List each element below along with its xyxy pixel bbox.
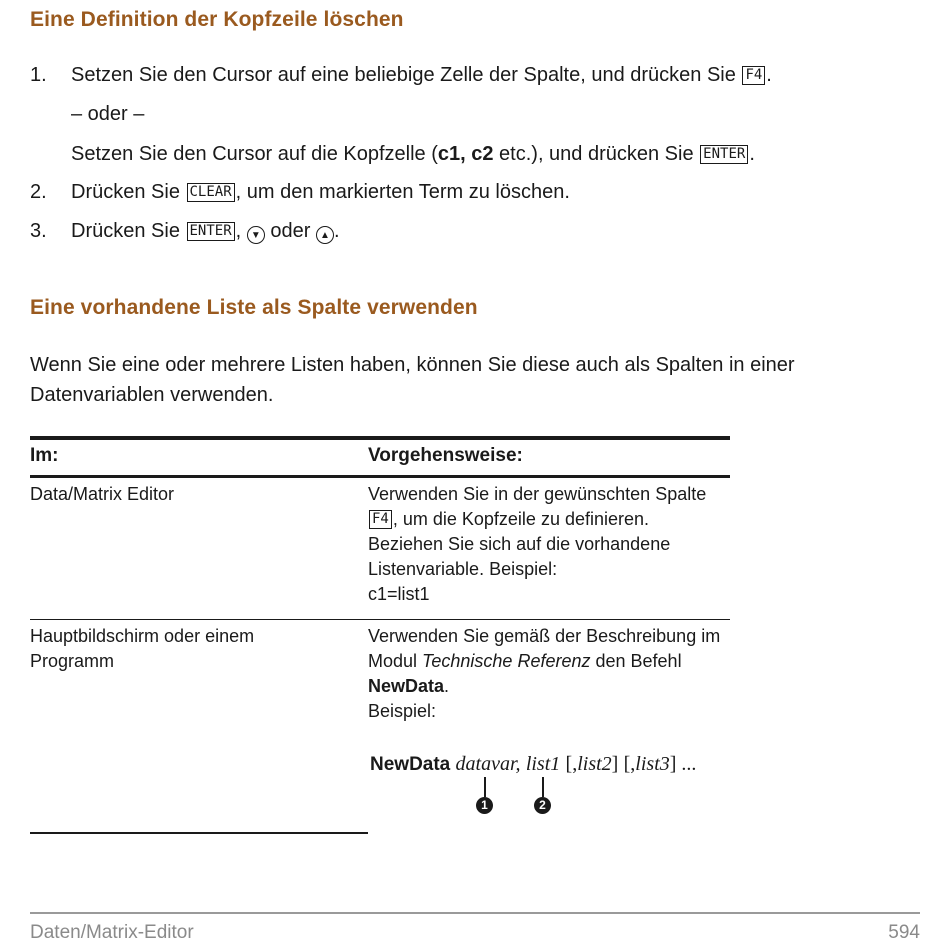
- step-3-or: oder: [270, 220, 311, 242]
- step-3-comma: ,: [235, 220, 242, 242]
- step-3-text: [71, 220, 340, 244]
- table-row-2-location: Hauptbildschirm oder einem Programm: [30, 626, 255, 671]
- f4-key: F4: [742, 66, 765, 85]
- step-3-instruction: Drücken Sie: [71, 220, 180, 242]
- callout-leader-line: [542, 777, 544, 797]
- footnote-rule: [30, 832, 368, 834]
- row-2-period: .: [444, 676, 450, 696]
- syntax-bracket: ] ...: [669, 753, 697, 775]
- syntax-command: NewData: [370, 754, 451, 775]
- step-3-period: .: [333, 220, 340, 242]
- table-top-rule: [30, 436, 730, 440]
- step-number: 2.: [30, 181, 47, 203]
- step-1-instruction: Setzen Sie den Cursor auf eine beliebige Zelle der Spalte, und drücken Sie: [71, 64, 736, 86]
- arrow-up-icon: ▲: [316, 226, 334, 244]
- section-heading-use-list: Eine vorhandene Liste als Spalte verwenden: [30, 296, 478, 319]
- step-2-rest: , um den markierten Term zu löschen.: [235, 181, 570, 203]
- or-separator: – oder –: [71, 103, 145, 125]
- step-2-text: [71, 181, 570, 204]
- row-1-text2: , um die Kopfzeile zu definieren. Beziehen Sie sich auf die vorhandene Listenvariable. Beispiel:: [368, 509, 671, 579]
- row-1-text: Verwenden Sie in der gewünschten Spalte: [368, 484, 707, 504]
- enter-key: ENTER: [700, 145, 748, 164]
- step-1-alt-bold: c1, c2: [437, 143, 494, 165]
- callout-leader-line: [484, 777, 486, 797]
- syntax-arg-list1: list1: [525, 753, 561, 775]
- footer-chapter: Daten/Matrix-Editor: [30, 922, 194, 943]
- row-2-command: NewData: [368, 676, 445, 696]
- syntax-bracket: ]: [611, 753, 619, 775]
- syntax-arg-list2: list2: [577, 753, 612, 775]
- step-number: 1.: [30, 64, 47, 86]
- table-row-1-procedure: [368, 482, 728, 607]
- row-2-example-label: Beispiel:: [368, 701, 437, 721]
- table-header-rule: [30, 475, 730, 478]
- section-heading-delete-header: Eine Definition der Kopfzeile löschen: [30, 8, 404, 31]
- row-2-module-name: Technische Referenz: [422, 651, 591, 671]
- table-row-2-procedure: [368, 624, 728, 724]
- step-1-alternative: [71, 143, 755, 166]
- callout-marker-1: 1: [476, 797, 493, 814]
- clear-key: CLEAR: [187, 183, 235, 202]
- syntax-arg-list3: list3: [635, 753, 670, 775]
- syntax-bracket: [,: [565, 753, 578, 775]
- newdata-syntax: [370, 753, 696, 776]
- row-2-text2: den Befehl: [595, 651, 682, 671]
- step-2-instruction: Drücken Sie: [71, 181, 180, 203]
- step-1-alt-text2: etc.), und drücken Sie: [493, 143, 694, 165]
- step-1-alt-text: Setzen Sie den Cursor auf die Kopfzelle (: [71, 143, 438, 165]
- callout-marker-2: 2: [534, 797, 551, 814]
- intro-paragraph: Wenn Sie eine oder mehrere Listen haben, können Sie diese auch als Spalten in einer Datenvariablen verwenden.: [30, 354, 795, 406]
- page-number: 594: [888, 922, 920, 943]
- syntax-bracket: [,: [623, 753, 636, 775]
- enter-key: ENTER: [187, 222, 235, 241]
- step-1-text: [71, 64, 772, 87]
- syntax-arg-datavar: datavar,: [455, 753, 521, 775]
- table-row-divider: [30, 619, 730, 620]
- f4-key: F4: [369, 510, 392, 529]
- table-row-1-location: Data/Matrix Editor: [30, 484, 175, 504]
- arrow-down-icon: ▼: [247, 226, 265, 244]
- step-1-period: .: [766, 64, 772, 86]
- step-number: 3.: [30, 220, 47, 242]
- row-2-text: Verwenden Sie gemäß der Beschreibung im Modul: [368, 626, 721, 671]
- row-1-example: c1=list1: [368, 584, 430, 604]
- table-header-location: Im:: [30, 445, 59, 466]
- step-1-alt-period: .: [749, 143, 755, 165]
- table-header-procedure: Vorgehensweise:: [368, 445, 523, 466]
- footer-rule: [30, 912, 920, 914]
